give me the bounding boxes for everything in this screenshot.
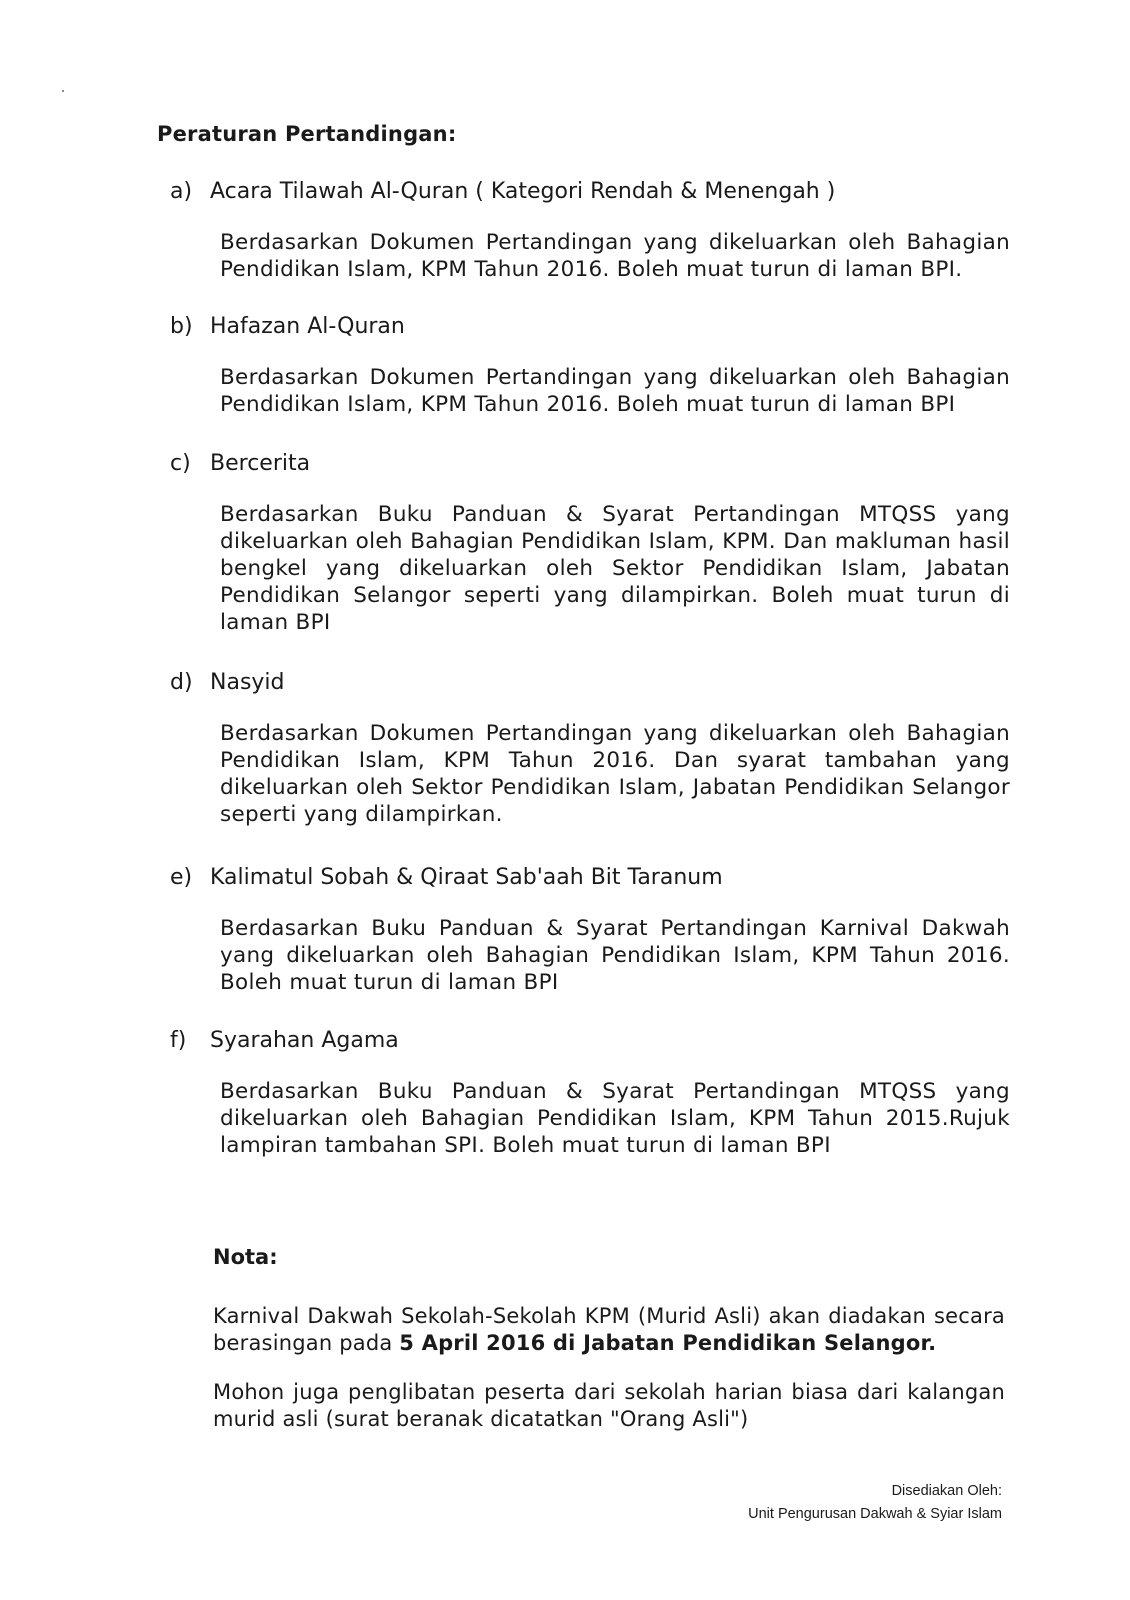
rule-title-text: Kalimatul Sobah & Qiraat Sab'aah Bit Taranum xyxy=(210,865,723,890)
rule-title-text: Acara Tilawah Al-Quran ( Kategori Rendah & Menengah ) xyxy=(210,179,836,204)
rule-letter: e) xyxy=(170,865,193,890)
rule-title-text: Bercerita xyxy=(210,451,311,476)
rule-body: Berdasarkan Buku Panduan & Syarat Pertandingan MTQSS yang dikeluarkan oleh Bahagian Pendidikan Islam, KPM Tahun 2015.Rujuk lampiran tambahan SPI. Boleh muat turun di laman BPI xyxy=(220,1079,1010,1158)
rule-title-text: Hafazan Al-Quran xyxy=(210,314,405,339)
rule-title xyxy=(170,1026,1010,1056)
rule-title xyxy=(170,449,1010,479)
rule-item-c xyxy=(170,449,1010,636)
rule-letter: c) xyxy=(170,451,191,476)
rule-item-a xyxy=(170,177,1010,283)
rule-body: Berdasarkan Dokumen Pertandingan yang dikeluarkan oleh Bahagian Pendidikan Islam, KPM Tahun 2016. Dan syarat tambahan yang dikeluarkan oleh Sektor Pendidikan Islam, Jabatan Pendidikan Selangor seperti yang dilampirkan. xyxy=(220,721,1010,827)
prepared-by-unit: Unit Pengurusan Dakwah & Syiar Islam xyxy=(748,1506,1002,1522)
prepared-by-label: Disediakan Oleh: xyxy=(891,1483,1002,1499)
rule-letter: b) xyxy=(170,314,193,339)
rule-item-d xyxy=(170,668,1010,828)
rule-title-text: Nasyid xyxy=(210,670,285,695)
rule-title xyxy=(170,312,1010,342)
nota-section xyxy=(213,1245,1005,1433)
rule-letter: a) xyxy=(170,179,193,204)
rule-title xyxy=(170,177,1010,207)
nota-title: Nota: xyxy=(213,1245,278,1269)
rule-item-e xyxy=(170,863,1010,996)
rule-item-b xyxy=(170,312,1010,418)
footer-signature xyxy=(748,1480,1002,1526)
rule-title xyxy=(170,668,1010,698)
rule-letter: f) xyxy=(170,1028,187,1053)
nota-paragraph-1 xyxy=(213,1303,1005,1357)
rule-body: Berdasarkan Buku Panduan & Syarat Pertandingan MTQSS yang dikeluarkan oleh Bahagian Pendidikan Islam, KPM. Dan makluman hasil bengkel yang dikeluarkan oleh Sektor Pendidikan Islam, Jabatan Pendidikan Selangor seperti yang dilampirkan. Boleh muat turun di laman BPI xyxy=(220,502,1010,635)
rule-body: Berdasarkan Dokumen Pertandingan yang dikeluarkan oleh Bahagian Pendidikan Islam, KPM Tahun 2016. Boleh muat turun di laman BPI. xyxy=(220,230,1010,282)
nota-paragraph-1-bold: 5 April 2016 di Jabatan Pendidikan Selangor. xyxy=(399,1331,937,1355)
scan-speck xyxy=(62,90,64,92)
rule-item-f xyxy=(170,1026,1010,1159)
rule-body: Berdasarkan Buku Panduan & Syarat Pertandingan Karnival Dakwah yang dikeluarkan oleh Bahagian Pendidikan Islam, KPM Tahun 2016. Boleh muat turun di laman BPI xyxy=(220,916,1010,995)
nota-paragraph-2: Mohon juga penglibatan peserta dari sekolah harian biasa dari kalangan murid asli (surat beranak dicatatkan "Orang Asli") xyxy=(213,1380,1005,1431)
nota-paragraph-1-text: Karnival Dakwah Sekolah-Sekolah KPM (Murid Asli) akan diadakan secara berasingan pada xyxy=(213,1304,1005,1355)
rule-title xyxy=(170,863,1010,893)
rule-body: Berdasarkan Dokumen Pertandingan yang dikeluarkan oleh Bahagian Pendidikan Islam, KPM Tahun 2016. Boleh muat turun di laman BPI xyxy=(220,365,1010,417)
section-heading: Peraturan Pertandingan: xyxy=(157,122,457,146)
rule-title-text: Syarahan Agama xyxy=(210,1028,399,1053)
rule-letter: d) xyxy=(170,670,193,695)
